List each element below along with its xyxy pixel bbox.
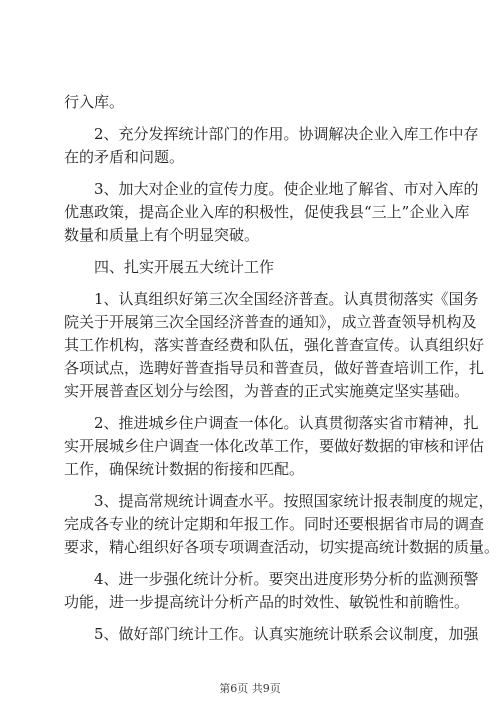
text-line: 3、加大对企业的宣传力度。使企业地了解省、市对入库的	[94, 180, 479, 198]
text-line: 完成各专业的统计定期和年报工作。同时还要根据省市局的调查	[64, 515, 485, 533]
text-line: 实开展城乡住户调查一体化改革工作，要做好数据的审核和评估	[64, 437, 485, 455]
text-line: 4、进一步强化统计分析。要突出进度形势分析的监测预警	[94, 570, 479, 588]
text-line: 在的矛盾和问题。	[64, 148, 185, 166]
text-line: 3、提高常规统计调查水平。按照国家统计报表制度的规定，	[94, 492, 494, 510]
text-line: 行入库。	[64, 93, 125, 111]
text-line: 功能，进一步提高统计分析产品的时效性、敏锐性和前瞻性。	[64, 593, 470, 611]
text-line: 各项试点，选聘好普查指导员和普查员，做好普查培训工作，扎	[64, 359, 485, 377]
text-line: 2、推进城乡住户调查一体化。认真贯彻落实省市精神，扎	[94, 414, 479, 432]
text-line: 要求，精心组织好各项专项调查活动，切实提高统计数据的质量。	[64, 538, 500, 556]
text-line: 5、做好部门统计工作。认真实施统计联系会议制度，加强	[94, 625, 479, 643]
text-line: 数量和质量上有个明显突破。	[64, 226, 260, 244]
text-line: 实开展普查区划分与绘图，为普查的正式实施奠定坚实基础。	[64, 382, 470, 400]
text-line: 工作，确保统计数据的衔接和匹配。	[64, 460, 305, 478]
text-line: 院关于开展第三次全国经济普查的通知》，成立普查领导机构及	[64, 313, 477, 331]
text-line: 优惠政策，提高企业入库的积极性，促使我县“三上”企业入库	[64, 203, 470, 221]
text-line: 1、认真组织好第三次全国经济普查。认真贯彻落实《国务	[94, 290, 479, 308]
text-line: 2、充分发挥统计部门的作用。协调解决企业入库工作中存	[94, 125, 479, 143]
text-line: 其工作机构，落实普查经费和队伍，强化普查宣传。认真组织好	[64, 336, 485, 354]
page-footer: 第6页 共9页	[219, 682, 281, 695]
text-line: 四、扎实开展五大统计工作	[94, 258, 275, 276]
